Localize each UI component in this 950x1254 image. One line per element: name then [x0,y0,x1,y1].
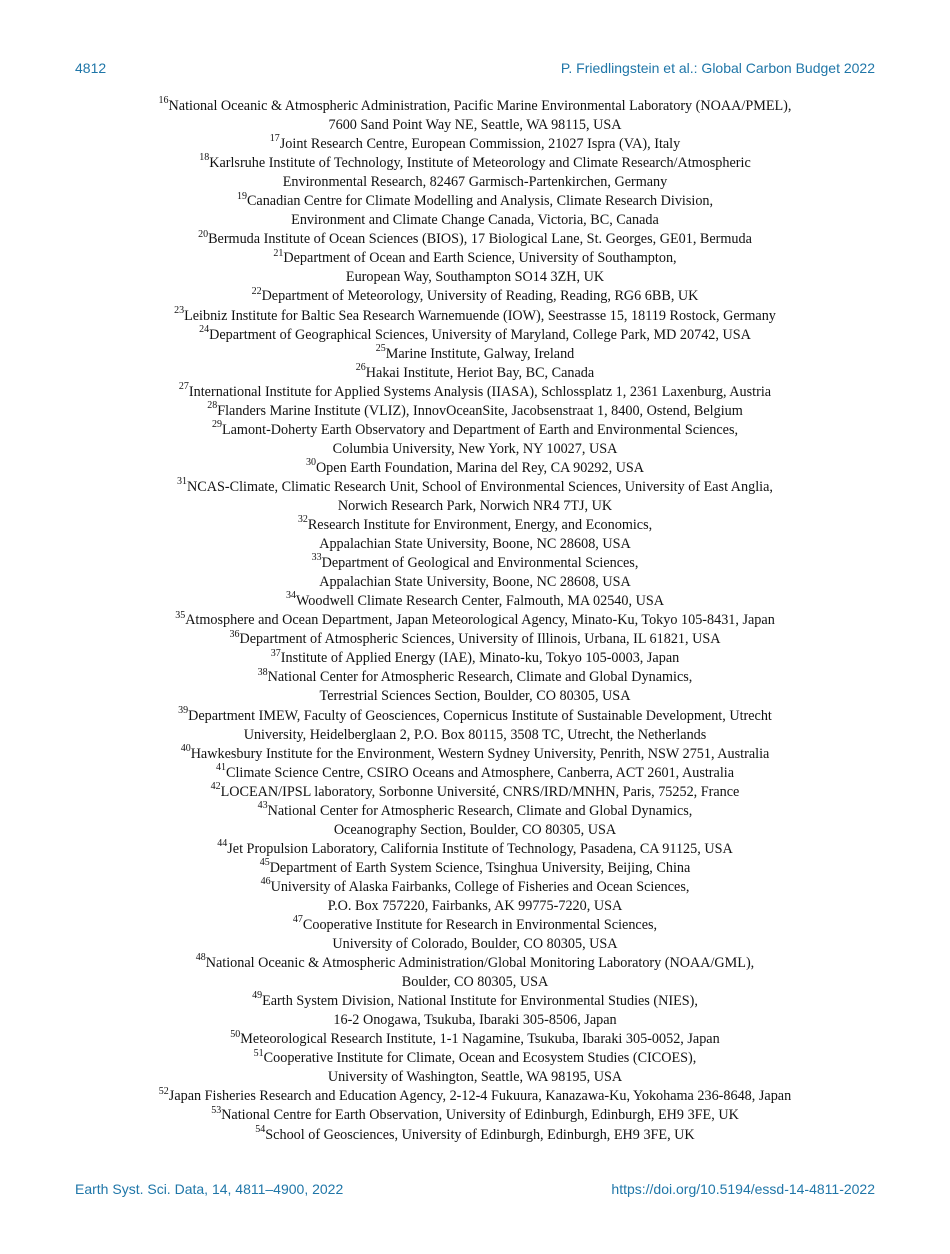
affiliation-text: Canadian Centre for Climate Modelling and Analysis, Climate Research Division, [246,193,714,210]
affiliation-text: 7600 Sand Point Way NE, Seattle, WA 98115, USA [328,117,622,134]
affiliation-text: Department of Geographical Sciences, University of Maryland, College Park, MD 20742, USA [209,326,751,343]
affiliation-line [75,935,875,954]
affiliation-line [75,497,875,516]
affiliation-line [75,1049,875,1068]
affiliation-text: International Institute for Applied Systems Analysis (IIASA), Schlossplatz 1, 2361 Laxenburg, Austria [188,383,772,400]
affiliation-line [75,249,875,268]
journal-citation: Earth Syst. Sci. Data, 14, 4811–4900, 2022 [75,1181,344,1197]
affiliations-list [75,97,875,1145]
affiliation-number: 44 [217,838,228,850]
affiliation-line [75,649,875,668]
affiliation-text: Woodwell Climate Research Center, Falmouth, MA 02540, USA [296,593,664,610]
affiliation-number: 30 [305,457,316,469]
affiliation-line [75,421,875,440]
affiliation-number: 32 [297,514,308,526]
affiliation-line [75,361,875,383]
affiliation-number: 51 [253,1047,264,1059]
affiliation-text: 16-2 Onogawa, Tsukuba, Ibaraki 305-8506, Japan [333,1012,617,1029]
affiliation-line [75,478,875,497]
affiliation-text: Department of Meteorology, University of Reading, Reading, RG6 6BB, UK [261,288,699,305]
affiliation-number: 42 [210,780,221,792]
affiliation-number: 21 [273,247,284,259]
affiliation-text: Department of Atmospheric Sciences, University of Illinois, Urbana, IL 61821, USA [239,631,721,648]
running-title: P. Friedlingstein et al.: Global Carbon Budget 2022 [560,60,875,76]
affiliation-number: 16 [158,95,169,107]
affiliation-line [75,592,875,611]
affiliation-number: 17 [269,133,280,145]
affiliation-number: 18 [199,152,210,164]
affiliation-text: National Oceanic & Atmospheric Administration/Global Monitoring Laboratory (NOAA/GML), [205,955,755,972]
affiliation-line [75,1087,875,1106]
affiliation-text: University of Washington, Seattle, WA 98195, USA [327,1069,623,1086]
affiliation-text: Columbia University, New York, NY 10027, USA [332,440,618,457]
affiliation-text: Jet Propulsion Laboratory, California Institute of Technology, Pasadena, CA 91125, USA [227,840,733,857]
affiliation-number: 41 [215,761,226,773]
affiliation-line [75,973,875,992]
affiliation-text: National Center for Atmospheric Research, Climate and Global Dynamics, [267,669,693,686]
affiliation-text: European Way, Southampton SO14 3ZH, UK [345,269,605,286]
affiliation-line [75,1030,875,1049]
affiliation-line [75,611,875,630]
affiliation-line [75,821,875,840]
affiliation-text: Karlsruhe Institute of Technology, Institute of Meteorology and Climate Research/Atmospheric [209,155,751,172]
affiliation-text: Earth System Division, National Institute for Environmental Studies (NIES), [262,993,698,1010]
affiliation-line [75,516,875,535]
doi-link[interactable]: https://doi.org/10.5194/essd-14-4811-2022 [611,1181,875,1197]
affiliation-text: Atmosphere and Ocean Department, Japan Meteorological Agency, Minato-Ku, Tokyo 105-8431, Japan [185,612,775,629]
affiliation-line [75,687,875,706]
affiliation-number: 22 [251,285,262,297]
affiliation-text: National Oceanic & Atmospheric Administration, Pacific Marine Environmental Laboratory (NOAA/PMEL), [168,98,792,114]
affiliation-number: 43 [257,800,268,811]
affiliation-line [75,116,875,135]
affiliation-number: 45 [259,857,270,869]
affiliation-text: Oceanography Section, Boulder, CO 80305, USA [333,821,617,838]
affiliation-line [75,380,875,402]
affiliation-text: Hakai Institute, Heriot Bay, BC, Canada [365,364,595,381]
affiliation-text: Department of Geological and Environmental Sciences, [321,555,639,572]
affiliation-number: 27 [178,380,189,392]
affiliation-text: Boulder, CO 80305, USA [401,974,549,991]
affiliation-line [75,211,875,230]
affiliation-text: Joint Research Centre, European Commission, 21027 Ispra (VA), Italy [279,136,681,153]
affiliation-text: School of Geosciences, University of Edinburgh, Edinburgh, EH9 3FE, UK [265,1126,695,1143]
affiliation-text: Marine Institute, Galway, Ireland [385,345,575,362]
affiliation-line [75,916,875,935]
affiliation-number: 28 [207,400,218,412]
affiliation-number: 26 [355,361,366,373]
affiliation-line [75,135,875,154]
affiliation-number: 38 [257,666,268,678]
affiliation-text: Appalachian State University, Boone, NC 28608, USA [319,574,631,591]
affiliation-line [75,192,875,211]
affiliation-line [75,230,875,249]
affiliation-text: Japan Fisheries Research and Education Agency, 2-12-4 Fukuura, Kanazawa-Ku, Yokohama 236-8648, Japan [168,1088,792,1105]
affiliation-text: Bermuda Institute of Ocean Sciences (BIOS), 17 Biological Lane, St. Georges, GE01, Bermuda [208,231,752,248]
affiliation-text: Open Earth Foundation, Marina del Rey, CA 90292, USA [315,459,645,476]
affiliation-text: Cooperative Institute for Research in Environmental Sciences, [302,917,658,934]
affiliation-line [75,780,875,802]
affiliation-line [75,878,875,897]
affiliation-line [75,802,875,821]
affiliation-text: Norwich Research Park, Norwich NR4 7TJ, UK [337,497,613,514]
affiliation-line [75,323,875,345]
affiliation-line [75,704,875,726]
affiliation-text: Leibniz Institute for Baltic Sea Research Warnemuende (IOW), Seestrasse 15, 18119 Rostock, Germany [184,307,776,324]
affiliation-number: 29 [211,419,222,431]
affiliation-line [75,304,875,326]
affiliation-number: 40 [180,742,191,754]
affiliation-number: 20 [198,228,209,240]
affiliation-number: 54 [255,1123,266,1135]
affiliation-text: Terrestrial Sciences Section, Boulder, CO 80305, USA [319,688,631,705]
affiliation-text: Institute of Applied Energy (IAE), Minato-ku, Tokyo 105-0003, Japan [280,650,680,667]
affiliation-text: Cooperative Institute for Climate, Ocean and Ecosystem Studies (CICOES), [263,1050,697,1067]
affiliation-line [75,554,875,573]
affiliation-text: Hawkesbury Institute for the Environment, Western Sydney University, Penrith, NSW 2751, Australia [190,745,770,762]
affiliation-line [75,954,875,973]
affiliation-line [75,1068,875,1087]
affiliation-text: Research Institute for Environment, Energy, and Economics, [307,517,653,534]
affiliation-number: 23 [174,304,185,316]
affiliation-number: 37 [270,647,281,659]
affiliation-number: 24 [199,323,210,335]
affiliation-line [75,1123,875,1145]
affiliation-text: Environmental Research, 82467 Garmisch-Partenkirchen, Germany [282,174,668,191]
affiliation-text: Department of Ocean and Earth Science, University of Southampton, [283,250,677,267]
affiliation-line [75,342,875,364]
affiliation-line [75,154,875,173]
affiliation-line [75,992,875,1011]
affiliation-line [75,440,875,459]
affiliation-line [75,1106,875,1125]
affiliation-number: 36 [229,628,240,640]
affiliation-line [75,287,875,306]
affiliation-number: 48 [195,952,206,964]
affiliation-text: Department of Earth System Science, Tsinghua University, Beijing, China [269,859,691,876]
affiliation-text: LOCEAN/IPSL laboratory, Sorbonne Université, CNRS/IRD/MNHN, Paris, 75252, France [220,783,740,800]
affiliation-number: 19 [236,190,247,202]
affiliation-number: 53 [211,1104,222,1116]
affiliation-line [75,1011,875,1030]
affiliation-number: 39 [178,704,189,716]
affiliation-number: 46 [260,876,271,888]
affiliation-text: University of Colorado, Boulder, CO 80305, USA [332,936,618,953]
affiliation-text: Flanders Marine Institute (VLIZ), InnovOceanSite, Jacobsenstraat 1, 8400, Ostend, Belgium [217,402,743,419]
affiliation-line [75,742,875,764]
affiliation-text: National Center for Atmospheric Research, Climate and Global Dynamics, [267,802,693,819]
affiliation-number: 47 [292,914,303,926]
page-number: 4812 [75,60,107,76]
affiliation-number: 52 [158,1085,169,1097]
affiliation-text: National Centre for Earth Observation, University of Edinburgh, Edinburgh, EH9 3FE, UK [221,1107,739,1124]
affiliation-text: Climate Science Centre, CSIRO Oceans and Atmosphere, Canberra, ACT 2601, Australia [225,764,734,781]
affiliation-line [75,726,875,745]
affiliation-line [75,668,875,687]
affiliation-number: 33 [311,552,322,564]
affiliation-line [75,459,875,478]
affiliation-text: Appalachian State University, Boone, NC 28608, USA [319,536,631,553]
affiliation-number: 50 [230,1028,241,1040]
affiliation-line [75,573,875,592]
affiliation-text: University of Alaska Fairbanks, College of Fisheries and Ocean Sciences, [270,878,690,895]
affiliation-text: Lamont-Doherty Earth Observatory and Department of Earth and Environmental Sciences, [221,421,739,438]
affiliation-text: NCAS-Climate, Climatic Research Unit, School of Environmental Sciences, University of East Anglia, [187,478,773,495]
affiliation-line [75,840,875,859]
affiliation-number: 49 [252,990,263,1002]
affiliation-text: University, Heidelberglaan 2, P.O. Box 80115, 3508 TC, Utrecht, the Netherlands [243,726,707,743]
affiliation-line [75,897,875,916]
affiliation-text: Meteorological Research Institute, 1-1 Nagamine, Tsukuba, Ibaraki 305-0052, Japan [240,1031,720,1048]
affiliation-line [75,859,875,878]
affiliation-number: 35 [175,609,186,621]
affiliation-number: 31 [177,476,188,488]
affiliation-line [75,268,875,287]
affiliation-line [75,761,875,783]
affiliation-text: P.O. Box 757220, Fairbanks, AK 99775-7220, USA [327,897,623,914]
affiliation-text: Environment and Climate Change Canada, Victoria, BC, Canada [291,212,659,229]
affiliation-number: 34 [286,590,297,602]
affiliation-line [75,97,875,116]
affiliation-number: 25 [375,342,386,354]
affiliation-line [75,402,875,421]
affiliation-line [75,173,875,192]
affiliation-text: Department IMEW, Faculty of Geosciences, Copernicus Institute of Sustainable Development, Utrecht [188,707,772,724]
affiliation-line [75,630,875,649]
affiliation-line [75,535,875,554]
